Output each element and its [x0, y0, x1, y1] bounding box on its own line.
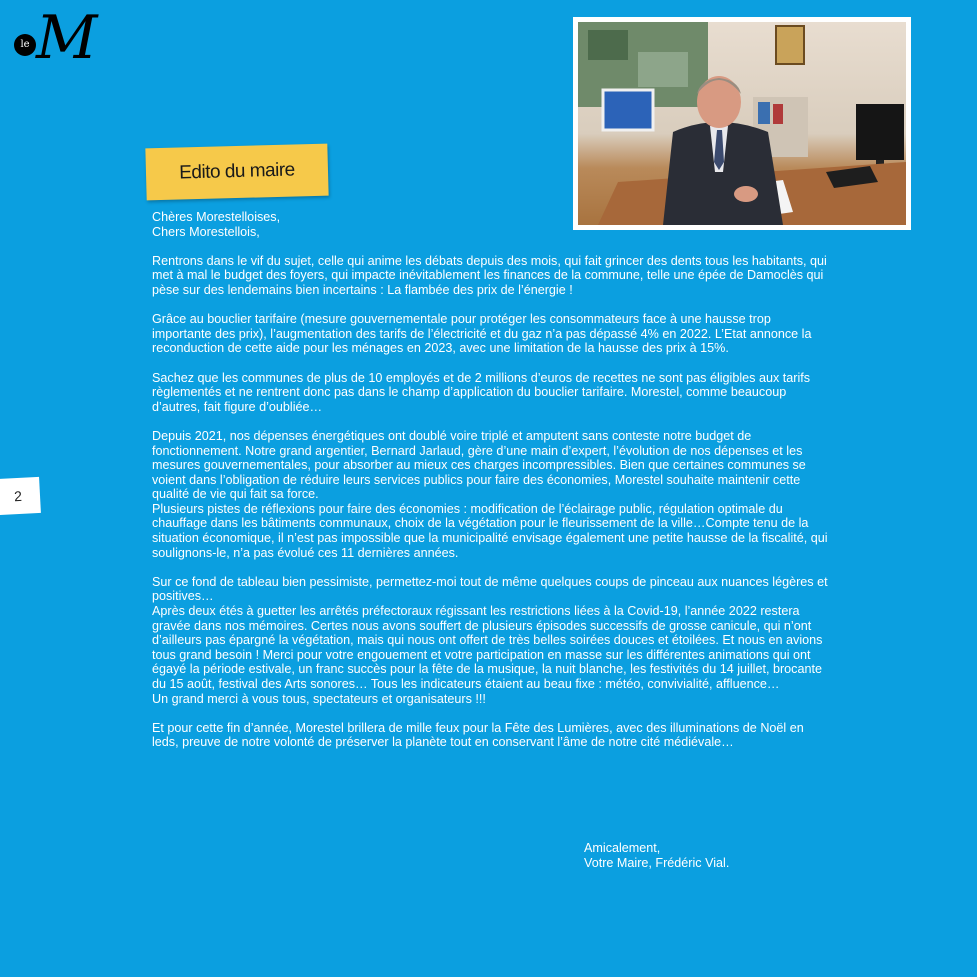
magazine-logo — [14, 3, 98, 74]
section-label-text: Edito du maire — [178, 159, 295, 184]
logo-le-badge: le — [14, 34, 36, 56]
paragraph: Grâce au bouclier tarifaire (mesure gouvernementale pour protéger les consommateurs face à une hausse trop importante des prix), l’augmentation des tarifs de l’électricité et du gaz n’a pas dépassé 4% en 2022. L’Etat annonce la reconduction de cette aide pour les ménages en 2023, avec une limitation de la hausse des prix à 15%. — [152, 312, 812, 356]
greeting-line: Chers Morestellois, — [152, 224, 260, 239]
paragraph: Sachez que les communes de plus de 10 employés et de 2 millions d’euros de recettes ne sont pas éligibles aux tarifs règlementés et ne rentrent donc pas dans le champ d’application du bouclier tarifaire. Morestel, comme beaucoup d’autres, fait figure d’oubliée… — [152, 370, 811, 414]
paragraph: Après deux étés à guetter les arrêtés préfectoraux régissant les restrictions liées à la Covid-19, l’année 2022 restera gravée dans nos mémoires. Certes nous avons souffert de plusieurs épisodes successifs de grosse canicule, qui n’ont d’ailleurs pas épargné la végétation, mais qui nous ont offert de très belles soirées douces et étoilées. Et nous en avions tous grand besoin ! Merci pour votre engouement et votre participation en masse sur les différentes animations qui ont égayé la période estivale, un franc succès pour la fête de la musique, la nuit blanche, les festivités du 14 juillet, brocante du 15 août, festival des Arts sonores… Tous les indicateurs étaient au beau fixe : météo, convivialité, affluence… — [152, 604, 823, 691]
paragraph: Plusieurs pistes de réflexions pour faire des économies : modification de l’éclairage public, régulation optimale du chauffage dans les bâtiments communaux, choix de la végétation pour le fleurissement de la ville…Compte tenu de la situation économique, il n’est pas impossible que la municipalité envisage également une petite hausse de la fiscalité, qui soulignons-le, n’a pas évolué ces 11 dernières années. — [152, 501, 828, 560]
section-label — [145, 144, 328, 201]
mayor-photo-illustration — [578, 22, 906, 225]
logo-m-letter: M — [36, 3, 98, 73]
paragraph: Rentrons dans le vif du sujet, celle qui anime les débats depuis des mois, qui fait grincer des dents tous les habitants, qui met à mal le budget des foyers, qui impacte inévitablement les finances de la commune, telle une épée de Damoclès qui pèse sur des lendemains bien incertains : La flambée des prix de l’énergie ! — [152, 253, 827, 297]
mayor-photo — [573, 17, 911, 230]
paragraph: Un grand merci à vous tous, spectateurs et organisateurs !!! — [152, 691, 486, 706]
paragraph: Et pour cette fin d’année, Morestel brillera de mille feux pour la Fête des Lumières, avec des illuminations de Noël en leds, preuve de notre volonté de préserver la planète tout en conservant l’âme de notre cité médiévale… — [152, 720, 804, 750]
signature — [584, 841, 729, 870]
paragraph: Depuis 2021, nos dépenses énergétiques ont doublé voire triplé et amputent sans conteste notre budget de fonctionnement. Notre grand argentier, Bernard Jarlaud, gère d’une main d’expert, l’évolution de nos dépenses et les mesures gouvernementales, pour absorber au mieux ces charges incompressibles. Bien que certaines communes se voient dans l’obligation de réduire leurs services publics pour faire des économies, Morestel souhaite maintenir cette qualité de vie qui fait sa force. — [152, 428, 806, 502]
paragraph: Sur ce fond de tableau bien pessimiste, permettez-moi tout de même quelques coups de pinceau aux nuances légères et positives… — [152, 574, 828, 604]
signature-line: Votre Maire, Frédéric Vial. — [584, 855, 730, 870]
editorial-body — [152, 210, 832, 765]
signature-line: Amicalement, — [584, 841, 661, 855]
page-number: 2 — [0, 477, 41, 515]
greeting-line: Chères Morestelloises, — [152, 210, 281, 224]
